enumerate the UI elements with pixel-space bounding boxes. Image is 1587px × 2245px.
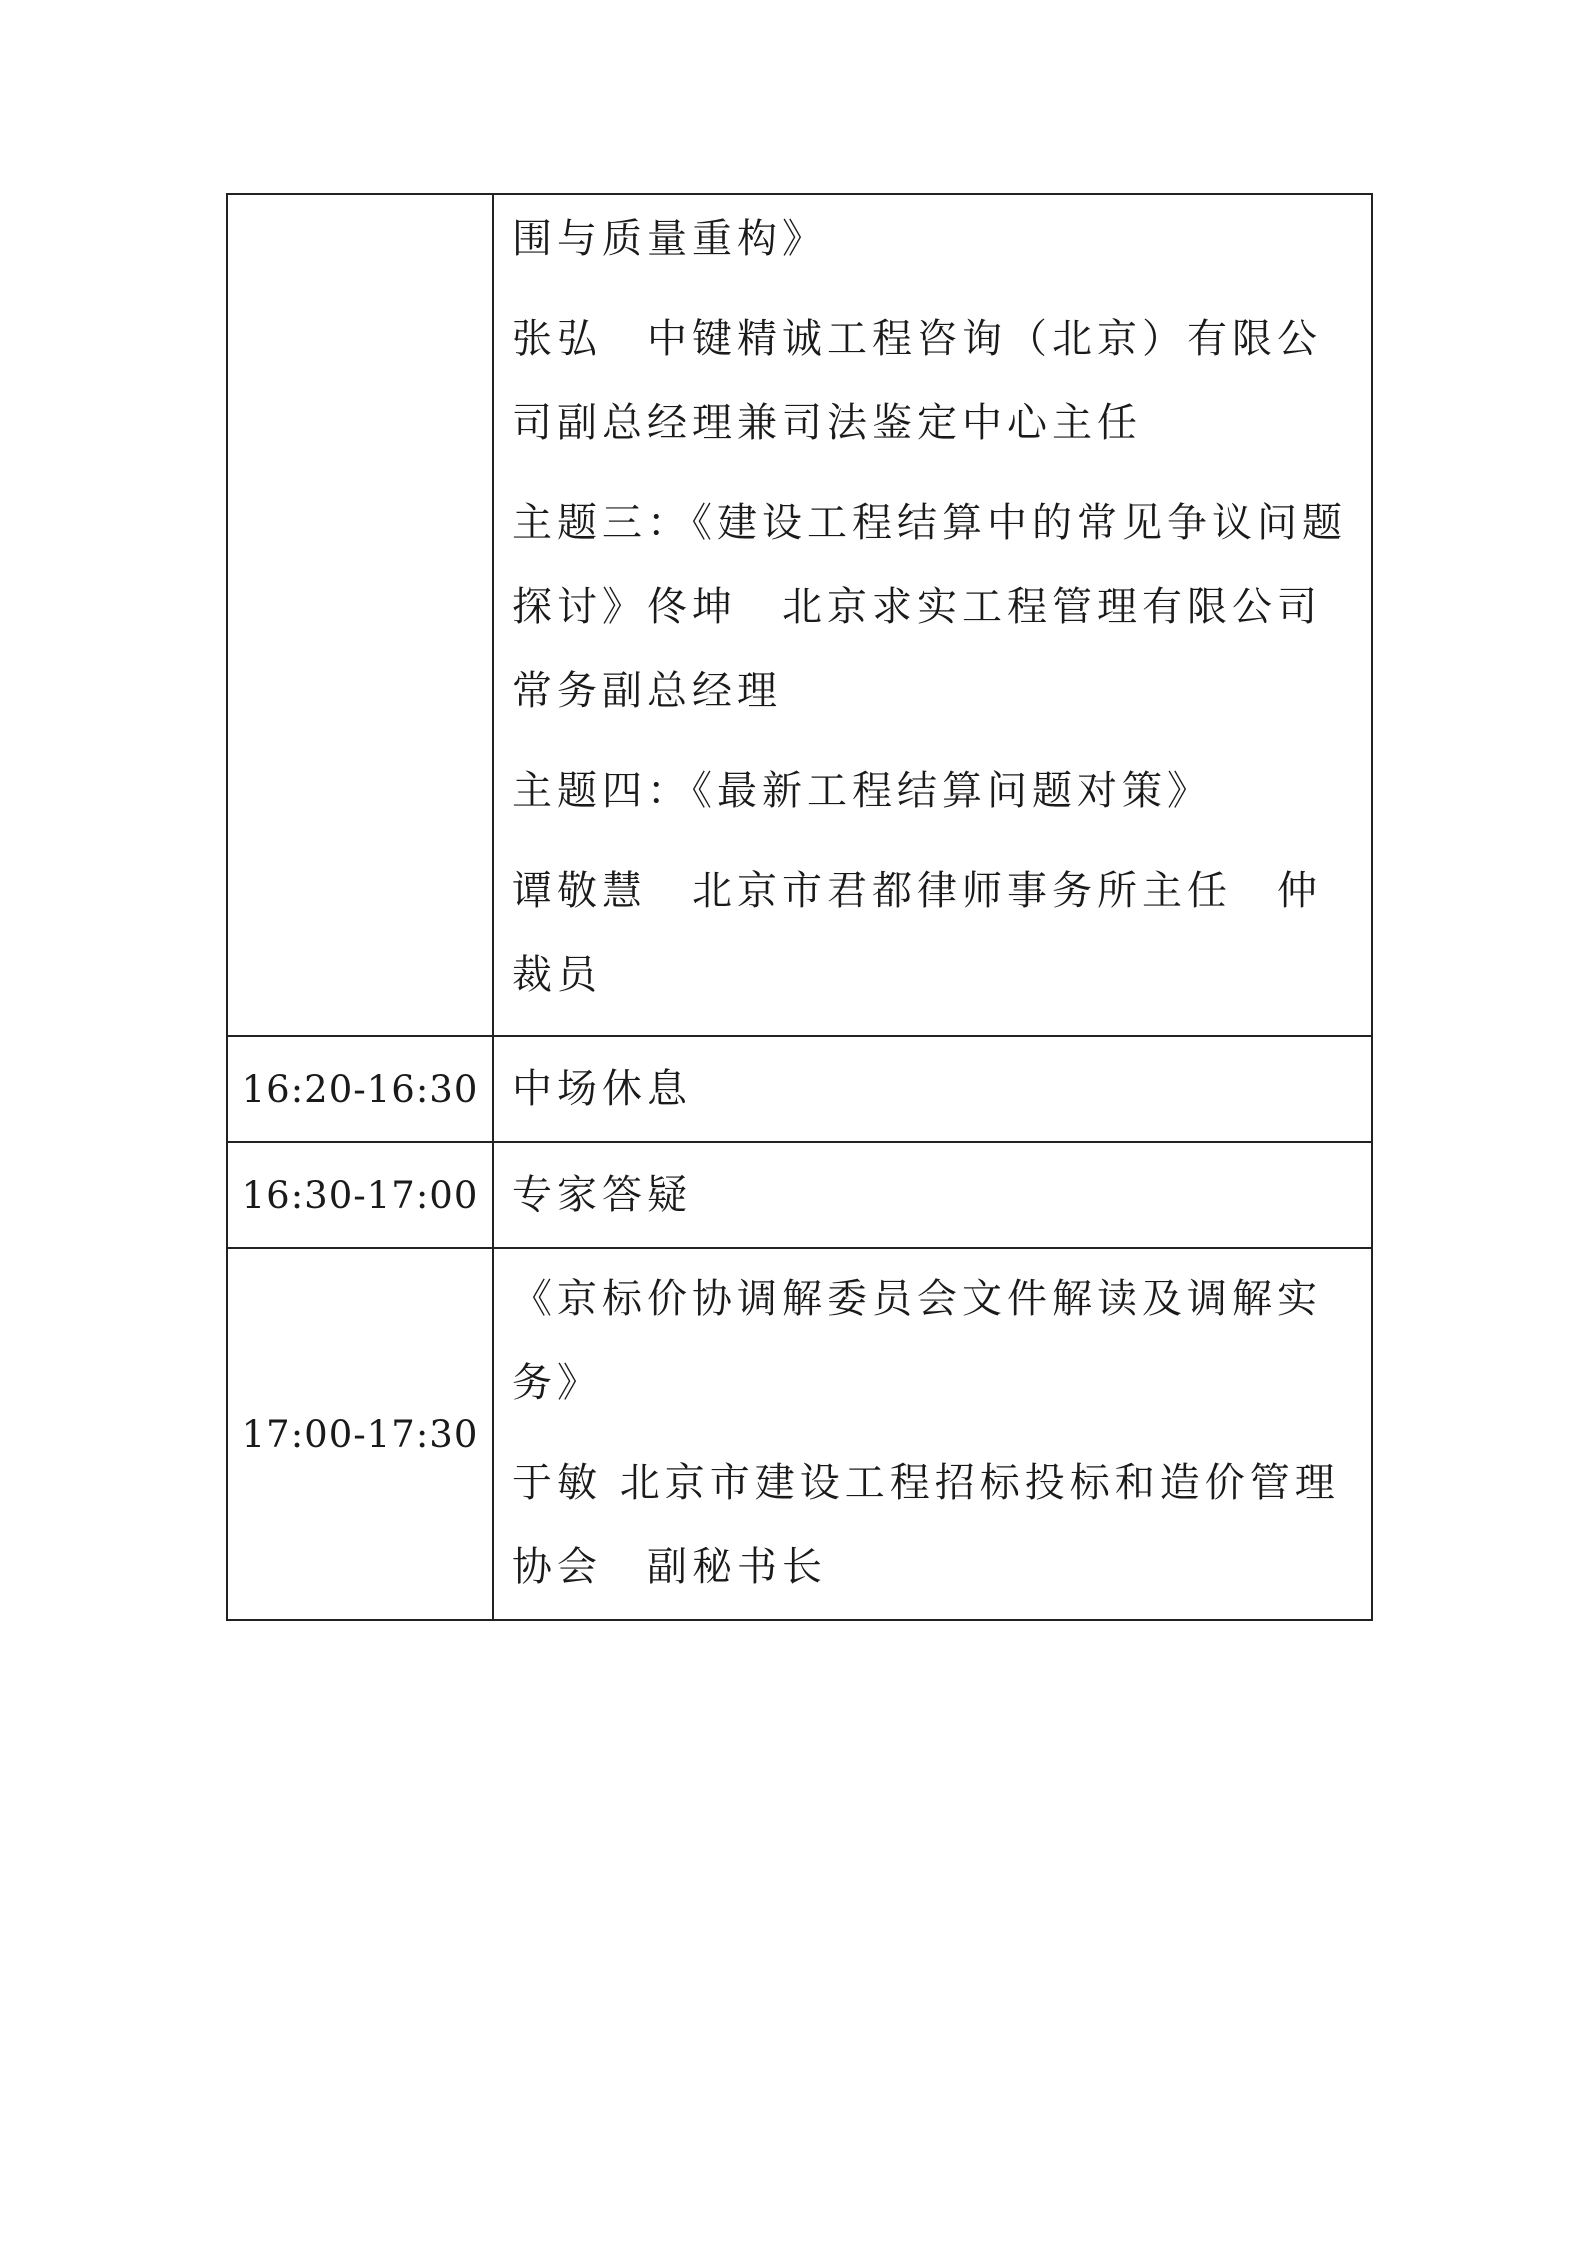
content-line: 围与质量重构》 — [512, 216, 827, 262]
content-line: 主题三：《建设工程结算中的常见争议问题探讨》佟坤 北京求实工程管理有限公司 常务副总经理 — [512, 500, 1347, 714]
content-line: 专家答疑 — [512, 1172, 692, 1218]
content-cell — [493, 1036, 1372, 1142]
content-cell — [493, 194, 1372, 1036]
table-row — [227, 1036, 1372, 1142]
content-line: 谭敬慧 北京市君都律师事务所主任 仲裁员 — [512, 868, 1322, 998]
content-line: 张弘 中键精诚工程咨询（北京）有限公司副总经理兼司法鉴定中心主任 — [512, 316, 1322, 446]
time-cell: 16:20-16:30 — [227, 1036, 493, 1142]
time-cell — [227, 194, 493, 1036]
time-cell: 16:30-17:00 — [227, 1142, 493, 1248]
content-line: 《京标价协调解委员会文件解读及调解实务》 — [512, 1276, 1322, 1406]
table-row — [227, 1142, 1372, 1248]
table-row — [227, 1248, 1372, 1620]
content-line: 于敏 北京市建设工程招标投标和造价管理协会 副秘书长 — [512, 1460, 1340, 1590]
content-cell — [493, 1142, 1372, 1248]
content-line: 中场休息 — [512, 1066, 692, 1112]
schedule-table — [226, 193, 1373, 1621]
time-cell: 17:00-17:30 — [227, 1248, 493, 1620]
table-row — [227, 194, 1372, 1036]
content-line: 主题四：《最新工程结算问题对策》 — [512, 768, 1212, 814]
content-cell — [493, 1248, 1372, 1620]
